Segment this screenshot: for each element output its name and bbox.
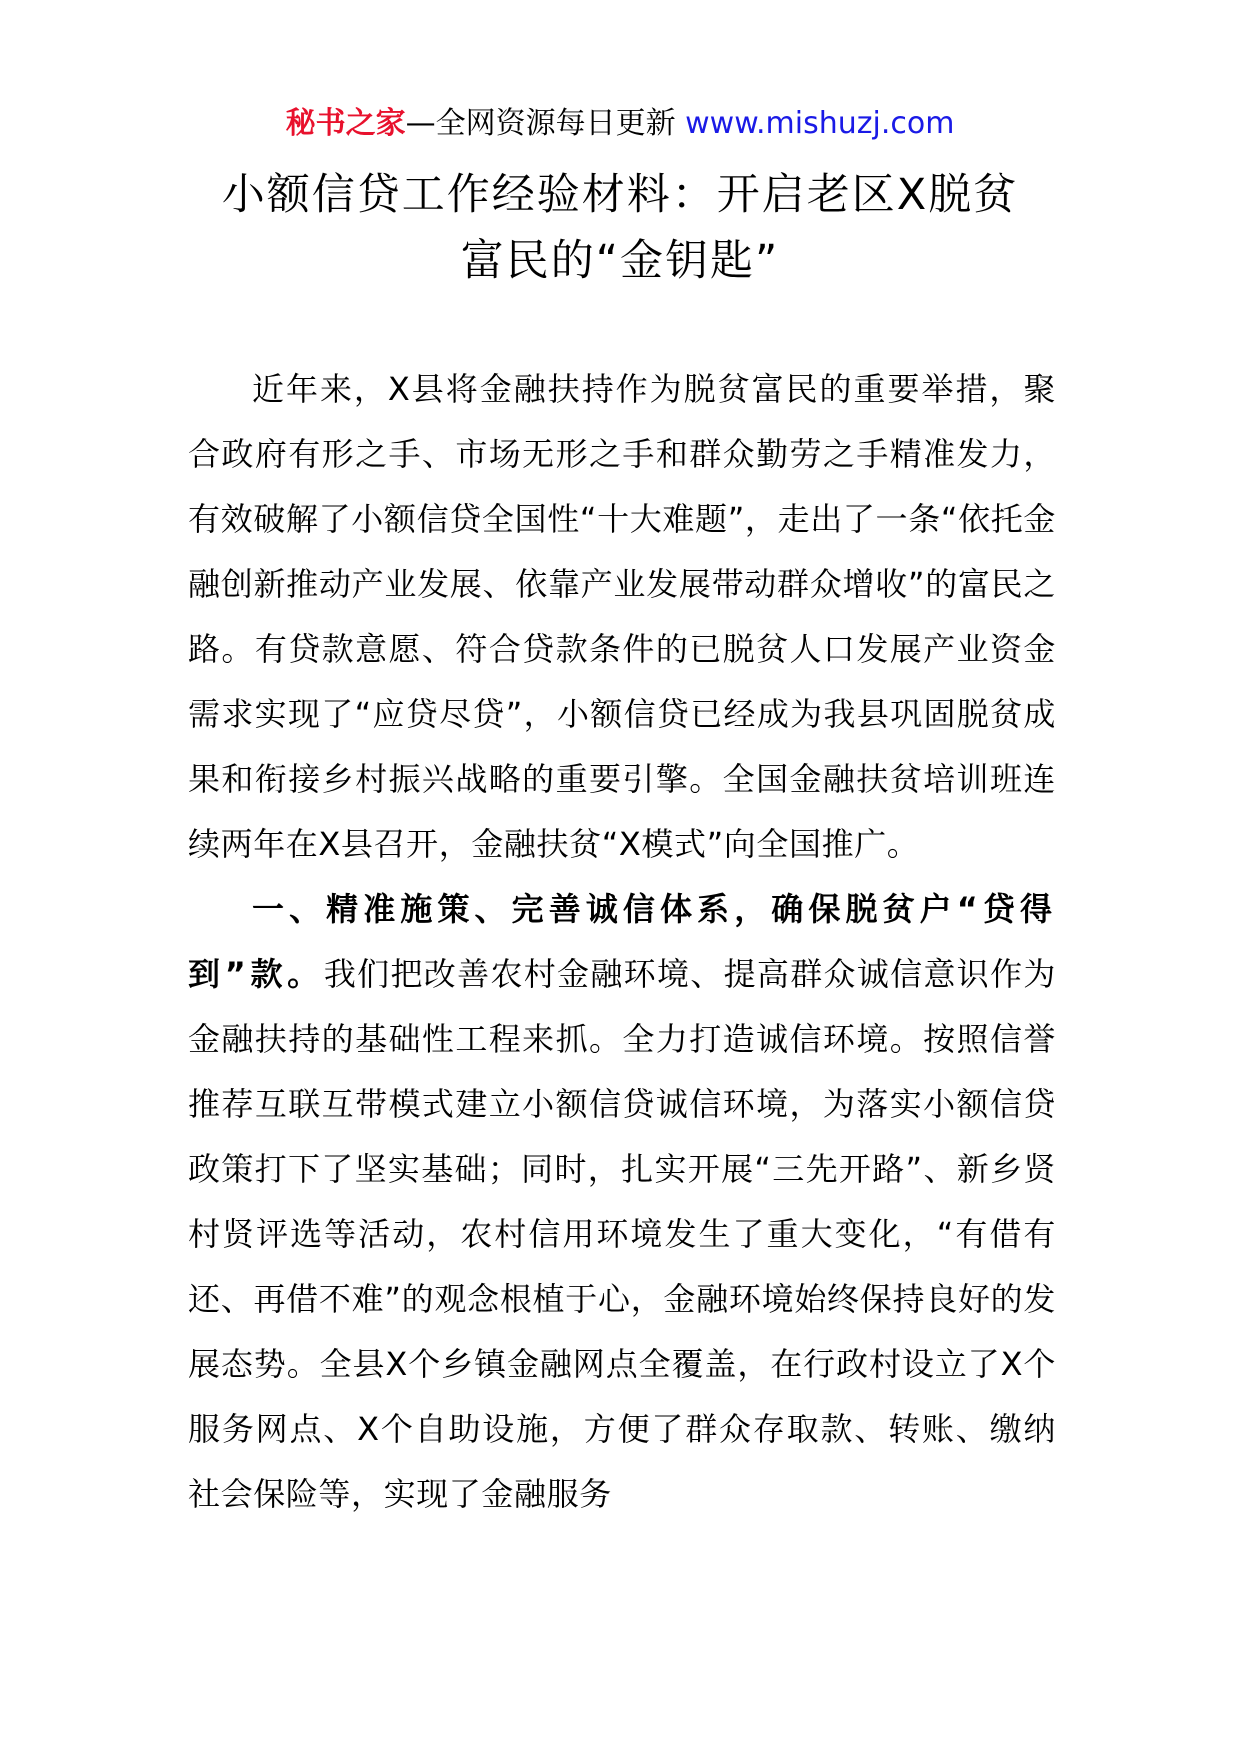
document-title-line-2: 富民的“金钥匙”	[460, 236, 780, 286]
site-header	[0, 100, 1240, 148]
section-1-heading: 一、精准施策、完善诚信体系，确保脱贫户“贷得到”款。	[188, 890, 1056, 993]
site-url-link[interactable]: www.mishuzj.com	[685, 106, 955, 141]
paragraph-intro	[188, 357, 1056, 877]
section-1-text: 我们把改善农村金融环境、提高群众诚信意识作为金融扶持的基础性工程来抓。全力打造诚信环境。按照信誉推荐互联互带模式建立小额信贷诚信环境，为落实小额信贷政策打下了坚实基础；同时，扎实开展“三先开路”、新乡贤村贤评选等活动，农村信用环境发生了重大变化，“有借有还、再借不难”的观念根植于心，金融环境始终保持良好的发展态势。全县X个乡镇金融网点全覆盖，在行政村设立了X个服务网点、X个自助设施，方便了群众存取款、转账、缴纳社会保险等，实现了金融服务	[188, 955, 1056, 1513]
document-title	[150, 162, 1090, 294]
site-brand: 秘书之家	[285, 106, 406, 141]
paragraph-intro-text: 近年来，X县将金融扶持作为脱贫富民的重要举措，聚合政府有形之手、市场无形之手和群众勤劳之手精准发力，有效破解了小额信贷全国性“十大难题”，走出了一条“依托金融创新推动产业发展、依靠产业发展带动群众增收”的富民之路。有贷款意愿、符合贷款条件的已脱贫人口发展产业资金需求实现了“应贷尽贷”，小额信贷已经成为我县巩固脱贫成果和衔接乡村振兴战略的重要引擎。全国金融扶贫培训班连续两年在X县召开，金融扶贫“X模式”向全国推广。	[188, 370, 1056, 863]
paragraph-section-1	[188, 877, 1056, 1527]
site-tagline: —全网资源每日更新	[405, 106, 676, 141]
document-title-line-1: 小额信贷工作经验材料：开启老区X脱贫	[221, 170, 1019, 220]
document-body	[188, 357, 1056, 1527]
